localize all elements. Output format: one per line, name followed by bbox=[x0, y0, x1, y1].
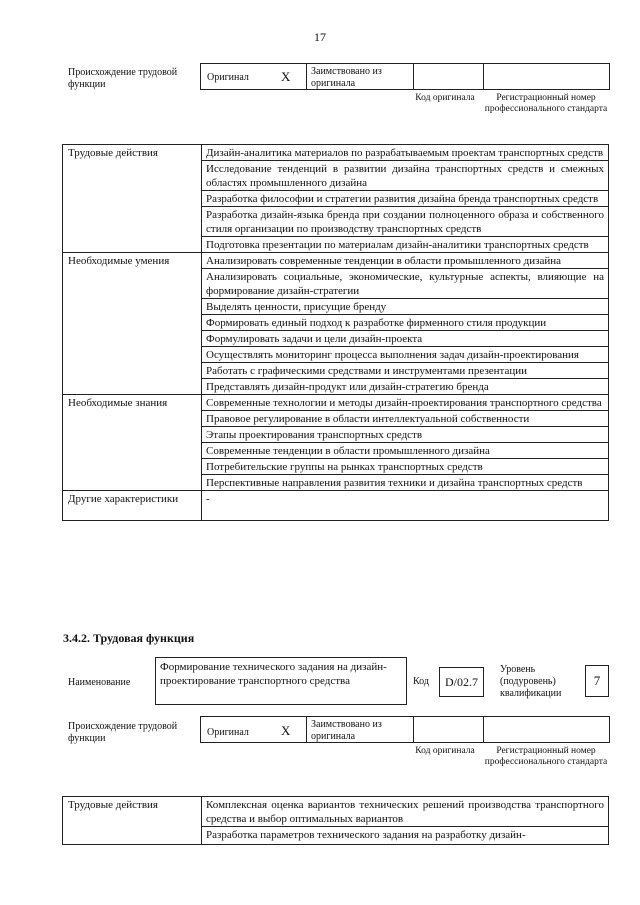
borrowed-label: Заимствовано из оригинала bbox=[311, 719, 382, 742]
row-text: Разработка философии и стратегии развития дизайна бренда транспортных средств bbox=[202, 191, 609, 207]
row-text: Правовое регулирование в области интеллектуальной собственности bbox=[202, 411, 609, 427]
page-number: 17 bbox=[314, 30, 326, 44]
row-header: Необходимые умения bbox=[63, 253, 202, 395]
name-label: Наименование bbox=[68, 677, 131, 688]
row-text: Формулировать задачи и цели дизайн-проекта bbox=[202, 331, 609, 347]
row-header: Необходимые знания bbox=[63, 395, 202, 491]
labor-function-table bbox=[62, 144, 609, 521]
code-original-label: Код оригинала bbox=[415, 746, 475, 756]
code-original-label: Код оригинала bbox=[415, 93, 475, 103]
original-mark: X bbox=[281, 69, 291, 84]
row-text: Анализировать социальные, экономические, культурные аспекты, влияющие на формирование дизайн-стратегии bbox=[202, 269, 609, 299]
origin-box bbox=[200, 716, 610, 743]
function-name-box bbox=[155, 657, 407, 705]
borrowed-label: Заимствовано из оригинала bbox=[311, 66, 382, 89]
row-text: Осуществлять мониторинг процесса выполнения задач дизайн-проектирования bbox=[202, 347, 609, 363]
table-row bbox=[63, 253, 609, 269]
row-header: Другие характеристики bbox=[63, 491, 202, 521]
row-header: Трудовые действия bbox=[63, 145, 202, 253]
level-label: Уровень (подуровень) квалификации bbox=[500, 664, 562, 699]
row-text: Работать с графическими средствами и инструментами презентации bbox=[202, 363, 609, 379]
row-text: Анализировать современные тенденции в области промышленного дизайна bbox=[202, 253, 609, 269]
reg-number-label: Регистрационный номер профессионального стандарта bbox=[484, 93, 608, 114]
reg-number-label: Регистрационный номер профессионального стандарта bbox=[484, 746, 608, 767]
original-mark: X bbox=[281, 723, 291, 738]
origin-box bbox=[200, 63, 610, 90]
code-value: D/02.7 bbox=[445, 675, 478, 689]
labor-function-table-2 bbox=[62, 796, 609, 845]
row-text: Представлять дизайн-продукт или дизайн-стратегию бренда bbox=[202, 379, 609, 395]
row-text: - bbox=[202, 491, 609, 521]
original-label: Оригинал bbox=[207, 727, 249, 738]
section-title: 3.4.2. Трудовая функция bbox=[63, 631, 195, 645]
table-row bbox=[63, 395, 609, 411]
row-text: Потребительские группы на рынках транспортных средств bbox=[202, 459, 609, 475]
row-text: Подготовка презентации по материалам дизайн-аналитики транспортных средств bbox=[202, 237, 609, 253]
row-text: Современные тенденции в области промышленного дизайна bbox=[202, 443, 609, 459]
code-label: Код bbox=[413, 676, 429, 687]
row-text: Исследование тенденций в развитии дизайна транспортных средств и смежных областях промышленного дизайна bbox=[202, 161, 609, 191]
row-text: Разработка дизайн-языка бренда при создании полноценного образа и собственного стиля организации по производству транспортных средств bbox=[202, 207, 609, 237]
level-value: 7 bbox=[593, 673, 601, 688]
origin-label: Происхождение трудовой функции bbox=[68, 67, 178, 90]
table-row bbox=[63, 797, 609, 827]
row-text: Этапы проектирования транспортных средств bbox=[202, 427, 609, 443]
row-text: Комплексная оценка вариантов технических решений производства транспортного средства и выбор оптимальных вариантов bbox=[202, 797, 609, 827]
row-text: Формировать единый подход к разработке фирменного стиля продукции bbox=[202, 315, 609, 331]
row-text: Перспективные направления развития техники и дизайна транспортных средств bbox=[202, 475, 609, 491]
level-box bbox=[585, 665, 609, 697]
table-row bbox=[63, 491, 609, 521]
row-text: Дизайн-аналитика материалов по разрабатываемым проектам транспортных средств bbox=[202, 145, 609, 161]
function-name-value: Формирование технического задания на дизайн-проектирование транспортного средства bbox=[160, 661, 387, 687]
table-row bbox=[63, 145, 609, 161]
row-header: Трудовые действия bbox=[63, 797, 202, 845]
original-label: Оригинал bbox=[207, 72, 249, 83]
row-text: Современные технологии и методы дизайн-проектирования транспортного средства bbox=[202, 395, 609, 411]
origin-label: Происхождение трудовой функции bbox=[68, 721, 178, 744]
row-text: Выделять ценности, присущие бренду bbox=[202, 299, 609, 315]
code-box bbox=[439, 667, 484, 697]
row-text: Разработка параметров технического задания на разработку дизайн- bbox=[202, 827, 609, 845]
